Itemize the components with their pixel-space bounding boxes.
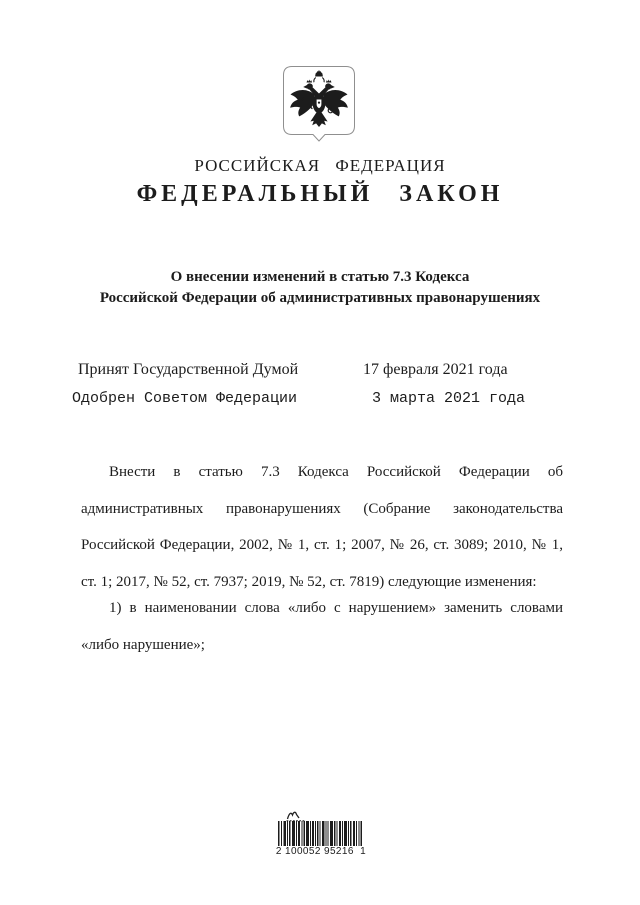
body-p2-line1: 1) в наименовании слова «либо с нарушением» заменить словами (109, 600, 563, 616)
barcode-icon (278, 821, 362, 846)
council-approval-date: 3 марта 2021 года (372, 390, 526, 407)
body-p2-line2: «либо нарушение»; (81, 636, 205, 653)
body-paragraph-1 (81, 454, 563, 600)
barcode-digits: 2 100052 95216 1 (275, 846, 367, 857)
barcode-block (275, 810, 367, 860)
doc-type-heading: ФЕДЕРАЛЬНЫЙ ЗАКОН (136, 181, 504, 207)
body-p1-line2: административных правонарушениях (Собрание законодательства (81, 500, 563, 517)
law-title (0, 267, 640, 309)
body-paragraph-2 (81, 590, 563, 663)
council-approval-label: Одобрен Советом Федерации (72, 390, 298, 407)
body-p1-line4: ст. 1; 2017, № 52, ст. 7937; 2019, № 52, ст. 7819) следующие изменения: (81, 573, 537, 590)
coat-of-arms-emblem (283, 66, 355, 142)
double-headed-eagle-icon (283, 66, 355, 142)
body-p1-line3: Российской Федерации, 2002, № 1, ст. 1; 2007, № 26, ст. 3089; 2010, № 1, (81, 537, 563, 553)
duma-adoption-date: 17 февраля 2021 года (363, 361, 508, 378)
country-heading: РОССИЙСКАЯ ФЕДЕРАЦИЯ (194, 156, 446, 175)
duma-adoption-label: Принят Государственной Думой (78, 361, 299, 378)
law-title-line2: Российской Федерации об административных правонарушениях (99, 290, 541, 306)
body-p1-line1: Внести в статью 7.3 Кодекса Российской Федерации об (109, 464, 563, 480)
law-title-line1: О внесении изменений в статью 7.3 Кодекса (170, 269, 470, 285)
